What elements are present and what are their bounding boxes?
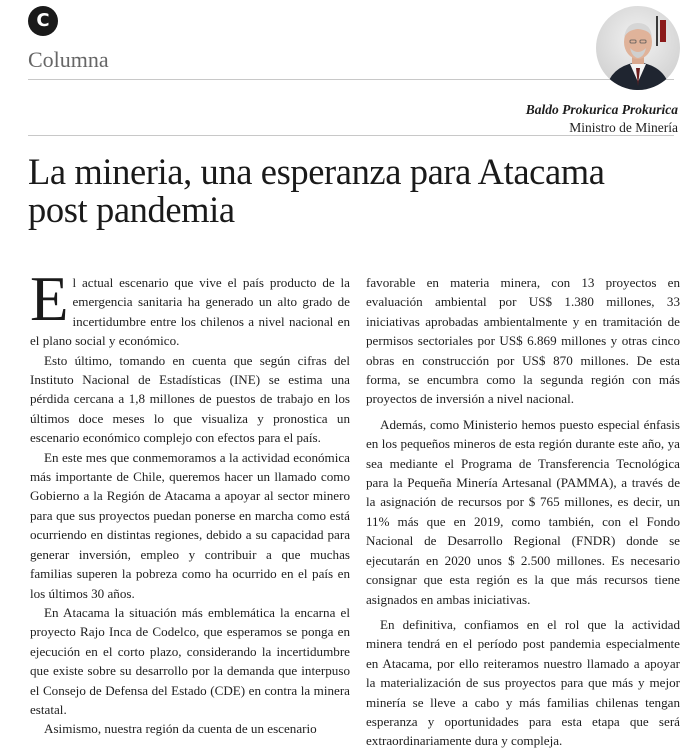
drop-cap: E <box>30 264 69 334</box>
paragraph: En Atacama la situación más emblemática la encarna el proyecto Rajo Inca de Codelco, que esperamos se ponga en ejecución en el corto plazo, considerando la incertidumbre que existe sobre su desarrollo por la demanda que interpuso el Consejo de Defensa del Estado (CDE) en contra la minera estatal. <box>30 604 350 717</box>
section-label: Columna <box>28 47 109 72</box>
paragraph: Asimismo, nuestra región da cuenta de un escenario <box>44 721 317 737</box>
byline-divider <box>28 135 674 136</box>
paragraph: Esto último, tomando en cuenta que según cifras del Instituto Nacional de Estadísticas (INE) se estima una pérdida cercana a 1,8 millones de puestos de trabajo en los últimos doce meses lo que visualiza y pronostica un escenario económico complejo con efectos para el país. <box>30 352 350 446</box>
paragraph: El actual escenario que vive el país producto de la emergencia sanitaria ha generado un alto grado de incertidumbre entre los chilenos a nivel nacional en el plano social y económico. <box>30 264 350 349</box>
author-portrait <box>596 6 680 90</box>
author-name: Baldo Prokurica Prokurica <box>525 102 678 117</box>
article-column-right <box>366 273 680 751</box>
header-divider <box>28 79 674 80</box>
paragraph: favorable en materia minera, con 13 proyectos en evaluación ambiental por US$ 1.380 millones, 33 iniciativas aprobadas ambientalmente y en tramitación de permisos sectoriales por US$ 6.869 millones y otras cinco obras en construcción por US$ 870 millones. De esta forma, se encumbra como la segunda región con más proyectos de inversión a nivel nacional. <box>366 275 680 407</box>
paragraph: En este mes que conmemoramos a la actividad económica más importante de Chile, queremos hacer un llamado como Gobierno a la Región de Atacama a apoyar al sector minero para que sus proyectos puedan ponerse en marcha como está ocurriendo en distintas regiones, debido a su capacidad para generar inversión, empleo y contribuir a que muchas familias superen la pobreza como ha ocurrido en el país en los últimos 30 años. <box>30 449 350 601</box>
author-byline <box>526 101 678 137</box>
columna-logo: C <box>28 6 58 36</box>
paragraph: En definitiva, confiamos en el rol que la actividad minera tendrá en el período post pandemia especialmente en Atacama, por ello reiteramos nuestro llamado a apoyar la materialización de sus proyectos para que más y mejor minería se lleve a cabo y más familias chilenas tengan esperanza y oportunidades para esta etapa que será extraordinariamente dura y compleja. <box>366 616 680 749</box>
article-headline: La mineria, una esperanza para Atacama post pandemia <box>28 151 605 230</box>
author-role: Ministro de Minería <box>569 120 678 135</box>
article-column-left <box>30 264 350 739</box>
paragraph: Además, como Ministerio hemos puesto especial énfasis en los pequeños mineros de esta región durante este año, ya sea mediante el Programa de Transferencia Tecnológica para la Pequeña Minería Artesanal (PAMMA), a través de la asignación de recursos por $ 765 millones, es decir, un 11% más que en 2019, como también, con el Fondo Nacional de Desarrollo Regional (FNDR) donde se ejecutarán en 2020 unos $ 2.500 millones. Es necesario consignar que esta región es la que más recursos tiene asignados en ambas iniciativas. <box>366 416 680 607</box>
